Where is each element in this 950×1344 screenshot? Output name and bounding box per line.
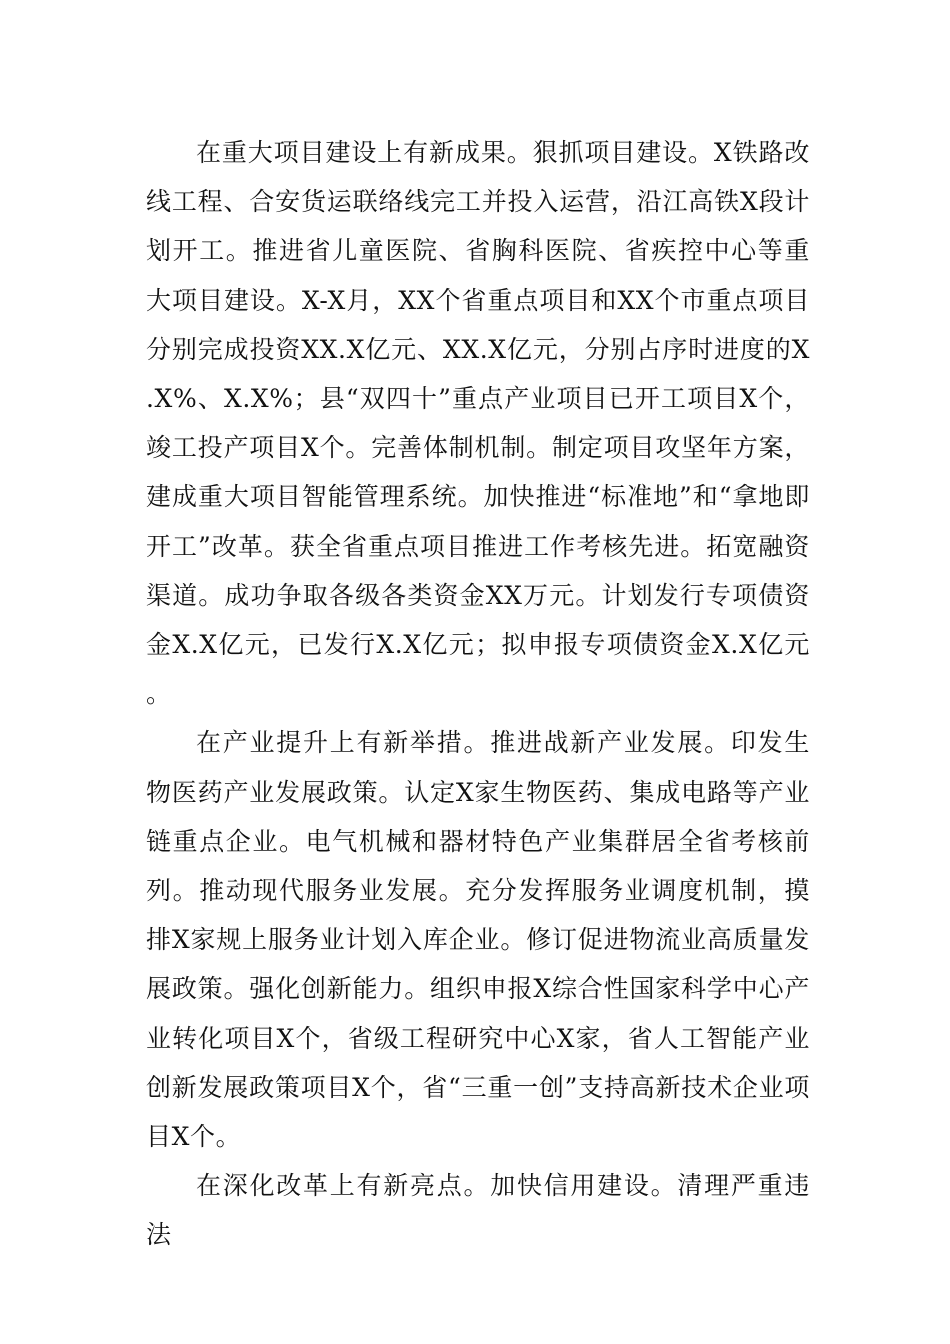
paragraph-major-projects: 在重大项目建设上有新成果。狠抓项目建设。X铁路改线工程、合安货运联络线完工并投入运营，沿江高铁X段计划开工。推进省儿童医院、省胸科医院、省疾控中心等重大项目建设。X-X月，XX个省重点项目和XX个市重点项目分别完成投资XX.X亿元、XX.X亿元，分别占序时进度的X.X%、X.X%；县“双四十”重点产业项目已开工项目X个，竣工投产项目X个。完善体制机制。制定项目攻坚年方案，建成重大项目智能管理系统。加快推进“标准地”和“拿地即开工”改革。获全省重点项目推进工作考核先进。拓宽融资渠道。成功争取各级各类资金XX万元。计划发行专项债资金X.X亿元，已发行X.X亿元；拟申报专项债资金X.X亿元。 — [146, 138, 810, 709]
document-body — [146, 128, 810, 1260]
paragraph-industry-upgrade: 在产业提升上有新举措。推进战新产业发展。印发生物医药产业发展政策。认定X家生物医药、集成电路等产业链重点企业。电气机械和器材特色产业集群居全省考核前列。推动现代服务业发展。充分发挥服务业调度机制，摸排X家规上服务业计划入库企业。修订促进物流业高质量发展政策。强化创新能力。组织申报X综合性国家科学中心产业转化项目X个，省级工程研究中心X家，省人工智能产业创新发展政策项目X个，省“三重一创”支持高新技术企业项目X个。 — [146, 728, 810, 1152]
paragraph-deepening-reform: 在深化改革上有新亮点。加快信用建设。清理严重违法 — [146, 1171, 810, 1250]
